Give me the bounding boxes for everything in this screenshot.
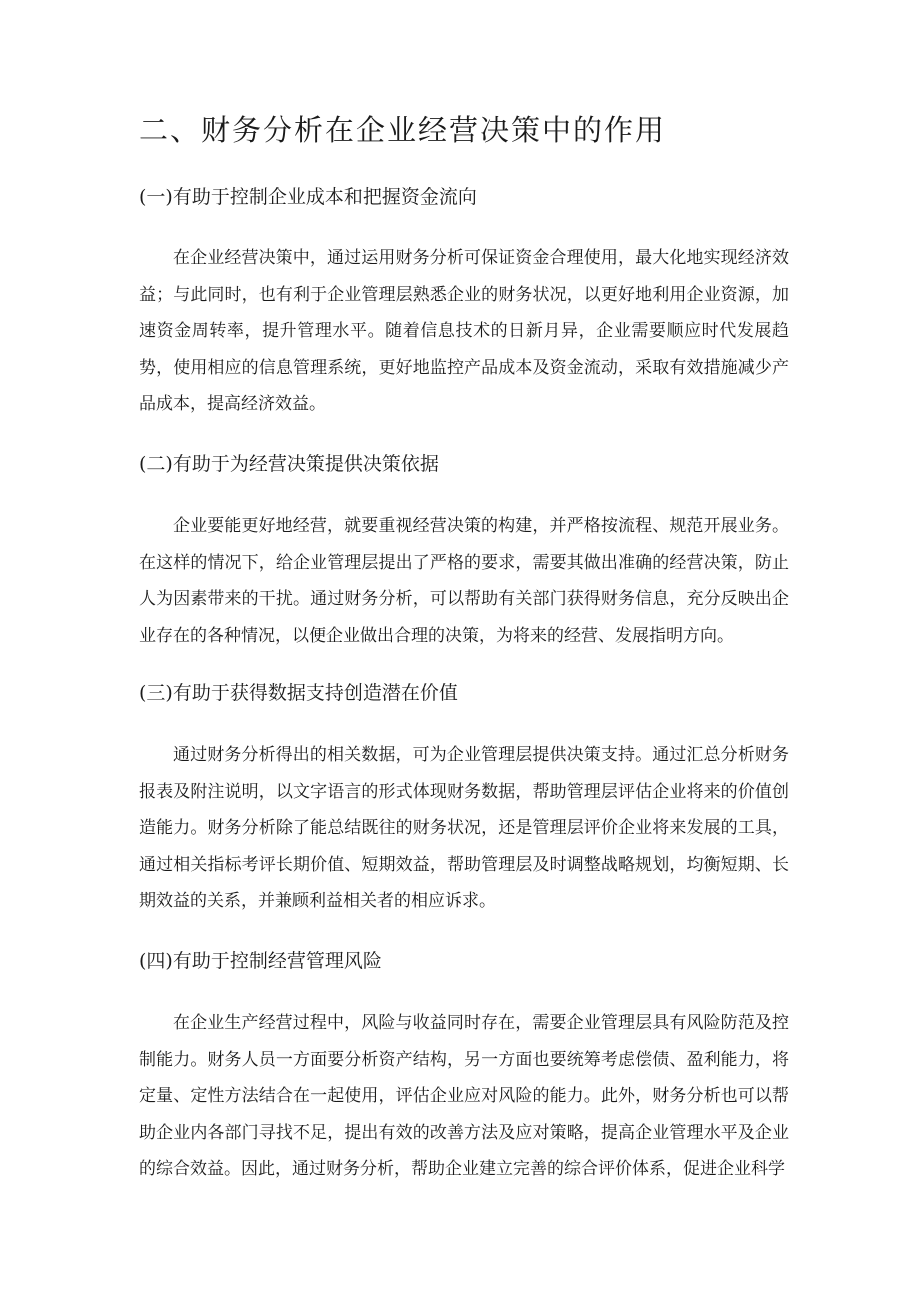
section-paragraph-4: 在企业生产经营过程中，风险与收益同时存在，需要企业管理层具有风险防范及控制能力。财务人员一方面要分析资产结构，另一方面也要统筹考虑偿债、盈利能力，将定量、定性方法结合在一起使用，评估企业应对风险的能力。此外，财务分析也可以帮助企业内各部门寻找不足，提出有效的改善方法及应对策略，提高企业管理水平及企业的综合效益。因此，通过财务分析，帮助企业建立完善的综合评价体系，促进企业科学 [139, 1013, 789, 1179]
section-heading-3: (三)有助于获得数据支持创造潜在价值 [139, 682, 458, 704]
section-paragraph-2: 企业要能更好地经营，就要重视经营决策的构建，并严格按流程、规范开展业务。在这样的情况下，给企业管理层提出了严格的要求，需要其做出准确的经营决策，防止人为因素带来的干扰。通过财务分析，可以帮助有关部门获得财务信息，充分反映出企业存在的各种情况，以便企业做出合理的决策，为将来的经营、发展指明方向。 [139, 516, 789, 646]
page-title: 二、财务分析在企业经营决策中的作用 [139, 113, 667, 147]
section-heading-1: (一)有助于控制企业成本和把握资金流向 [139, 186, 477, 208]
section-paragraph-3: 通过财务分析得出的相关数据，可为企业管理层提供决策支持。通过汇总分析财务报表及附注说明，以文字语言的形式体现财务数据，帮助管理层评估企业将来的价值创造能力。财务分析除了能总结既往的财务状况，还是管理层评价企业将来发展的工具，通过相关指标考评长期价值、短期效益，帮助管理层及时调整战略规划，均衡短期、长期效益的关系，并兼顾利益相关者的相应诉求。 [139, 745, 789, 911]
section-paragraph-1: 在企业经营决策中，通过运用财务分析可保证资金合理使用，最大化地实现经济效益；与此同时，也有利于企业管理层熟悉企业的财务状况，以更好地利用企业资源，加速资金周转率，提升管理水平。随着信息技术的日新月异，企业需要顺应时代发展趋势，使用相应的信息管理系统，更好地监控产品成本及资金流动，采取有效措施减少产品成本，提高经济效益。 [139, 248, 789, 414]
section-heading-2: (二)有助于为经营决策提供决策依据 [139, 453, 439, 475]
section-heading-4: (四)有助于控制经营管理风险 [139, 950, 382, 972]
